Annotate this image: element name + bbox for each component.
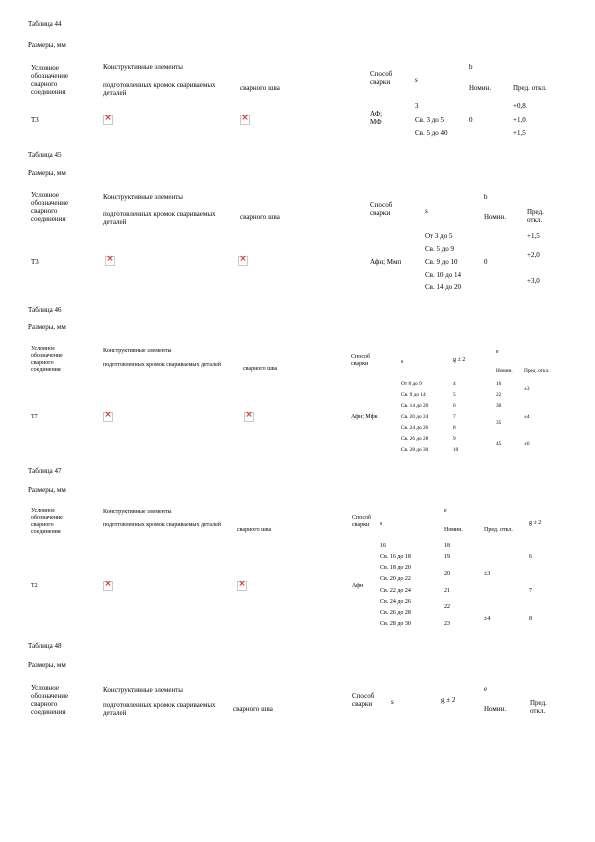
table-45-title: Таблица 45	[28, 151, 62, 159]
table-46-header-structural: Конструктивные элементы	[103, 348, 172, 354]
table-46-s-0: От 8 до 9	[401, 381, 422, 387]
table-46-tol-2: ±6	[524, 441, 530, 447]
table-47-tol-1: ±4	[484, 616, 491, 622]
table-47-e-4: 22	[444, 604, 450, 610]
table-46-g-5: 9	[453, 436, 456, 442]
table-47-e-2: 20	[444, 571, 450, 577]
table-46-g-2: 6	[453, 403, 456, 409]
table-46-s-5: Св. 26 до 28	[401, 436, 429, 442]
table-44-method: АФ; МФ	[370, 110, 383, 127]
table-47-tol-0: ±3	[484, 571, 491, 577]
table-46-code: Т7	[31, 414, 38, 420]
table-45-caption: Размеры, мм	[28, 169, 66, 177]
table-45-header-weld: сварного шва	[240, 213, 280, 221]
table-48-title: Таблица 48	[28, 642, 62, 650]
table-45-tol-0: +1,5	[527, 232, 540, 240]
table-47-header-prepared: подготовленных кромок свариваемых деталей	[103, 522, 221, 528]
table-46-s-3: Св. 20 до 24	[401, 414, 429, 420]
table-47-e-5: 23	[444, 621, 450, 627]
table-47-method: Афн	[352, 583, 364, 589]
table-47-header-s: s	[380, 521, 383, 527]
table-47-code: Т2	[31, 583, 38, 589]
table-45-header-s: s	[425, 207, 428, 215]
table-47-s-5: Св. 24 до 26	[380, 599, 411, 605]
table-46-edges-image	[103, 412, 113, 422]
table-46-method: Афн; Мфк	[351, 414, 378, 420]
table-46-header-nominal: Номин.	[496, 368, 513, 374]
table-47-s-6: Св. 26 до 28	[380, 610, 411, 616]
table-45-header-prepared: подготовленных кромок свариваемых деталей	[103, 210, 216, 227]
table-47-g-2: 8	[529, 616, 532, 622]
table-44-header-prepared: подготовленных кромок свариваемых деталей	[103, 81, 216, 98]
table-44-header-s: s	[415, 76, 418, 84]
table-44-weld-image	[240, 115, 250, 125]
table-46-weld-image	[244, 412, 254, 422]
table-44-s-1: Св. 3 до 5	[415, 116, 445, 124]
table-44-caption: Размеры, мм	[28, 41, 66, 49]
table-46-s-4: Св. 24 до 26	[401, 425, 429, 431]
table-46-g-3: 7	[453, 414, 456, 420]
table-45-header-method: Способ сварки	[370, 201, 393, 218]
table-45-tol-2: +3,0	[527, 277, 540, 285]
table-48-caption: Размеры, мм	[28, 661, 66, 669]
table-47-s-1: Св. 16 до 18	[380, 554, 411, 560]
table-46-e-4: 45	[496, 441, 502, 447]
table-47-header-nominal: Номин.	[444, 527, 463, 533]
table-47-header-tolerance: Пред. откл.	[484, 527, 513, 533]
table-45-s-0: От 3 до 5	[425, 232, 453, 240]
table-44-header-designation: Условное обозначение сварного соединения	[31, 64, 69, 97]
table-46-s-1: Св. 9 до 14	[401, 392, 426, 398]
table-46-e-0: 16	[496, 381, 502, 387]
table-45-weld-image	[238, 256, 248, 266]
table-44-s-2: Св. 5 до 40	[415, 129, 448, 137]
table-44-header-weld: сварного шва	[240, 84, 280, 92]
table-48-header-e: e	[484, 685, 488, 693]
table-47-s-7: Св. 28 до 30	[380, 621, 411, 627]
table-44-tol-2: +1,5	[513, 129, 526, 137]
table-45-header-tolerance: Пред. откл.	[527, 208, 544, 225]
table-45-header-b: b	[484, 193, 488, 201]
table-44-tol-1: +1,0	[513, 116, 526, 124]
table-46-e-1: 22	[496, 392, 502, 398]
table-44-header-nominal: Номин.	[469, 84, 492, 92]
table-44-s-0: 3	[415, 102, 419, 110]
table-47-g-0: 6	[529, 554, 532, 560]
table-46-header-prepared: подготовленных кромок свариваемых деталей	[103, 362, 221, 368]
table-48-header-tolerance: Пред. откл.	[530, 699, 547, 716]
table-45-header-nominal: Номин.	[484, 213, 507, 221]
table-46-title: Таблица 46	[28, 306, 62, 314]
table-48-header-method: Способ сварки	[352, 692, 375, 709]
table-47-edges-image	[103, 581, 113, 591]
table-46-header-s: s	[401, 359, 404, 365]
table-47-e-1: 19	[444, 554, 450, 560]
table-47-s-0: 16	[380, 543, 386, 549]
table-45-s-1: Св. 5 до 9	[425, 245, 455, 253]
table-46-g-6: 10	[453, 447, 459, 453]
table-45-method: Афн; Ммп	[370, 258, 402, 266]
table-48-header-prepared: подготовленных кромок свариваемых деталей	[103, 701, 216, 718]
table-46-g-4: 8	[453, 425, 456, 431]
table-45-s-3: Св. 10 до 14	[425, 271, 462, 279]
table-44-header-b: b	[469, 63, 473, 71]
table-47-header-method: Способ сварки	[352, 515, 372, 528]
table-48-header-structural: Конструктивные элементы	[103, 686, 183, 694]
table-46-e-2: 30	[496, 403, 502, 409]
table-46-header-tolerance: Пред. откл.	[524, 368, 550, 374]
table-47-e-0: 18	[444, 543, 450, 549]
table-46-tol-0: ±3	[524, 386, 530, 392]
table-46-g-1: 5	[453, 392, 456, 398]
table-45-tol-1: +2,0	[527, 251, 540, 259]
table-47-header-structural: Конструктивные элементы	[103, 509, 172, 515]
table-47-s-4: Св. 22 до 24	[380, 588, 411, 594]
table-44-code: Т3	[31, 116, 39, 124]
table-46-e-3: 35	[496, 420, 502, 426]
table-47-s-2: Св. 18 до 20	[380, 565, 411, 571]
table-46-header-weld: сварного шва	[243, 366, 278, 372]
table-44-b: 0	[469, 116, 473, 124]
table-47-title: Таблица 47	[28, 467, 62, 475]
table-46-caption: Размеры, мм	[28, 323, 66, 331]
table-47-header-e: e	[444, 508, 447, 514]
table-44-header-structural: Конструктивные элементы	[103, 63, 183, 71]
table-48-header-nominal: Номин.	[484, 705, 507, 713]
table-44-title: Таблица 44	[28, 20, 62, 28]
table-47-weld-image	[237, 581, 247, 591]
table-48-header-g: g ± 2	[441, 696, 456, 704]
table-46-tol-1: ±4	[524, 414, 530, 420]
table-46-header-method: Способ сварки	[351, 354, 371, 367]
table-47-e-3: 21	[444, 588, 450, 594]
table-48-header-weld: сварного шва	[233, 705, 273, 713]
table-47-g-1: 7	[529, 588, 532, 594]
table-46-header-e: e	[496, 349, 499, 355]
table-45-b: 0	[484, 258, 488, 266]
table-46-header-g: g ± 2	[453, 357, 466, 363]
table-45-code: Т3	[31, 258, 39, 266]
table-45-edges-image	[105, 256, 115, 266]
table-45-s-2: Св. 9 до 10	[425, 258, 458, 266]
table-44-header-tolerance: Пред. откл.	[513, 84, 547, 92]
table-46-s-2: Св. 14 до 20	[401, 403, 429, 409]
table-47-caption: Размеры, мм	[28, 486, 66, 494]
table-47-s-3: Св. 20 до 22	[380, 576, 411, 582]
table-47-header-designation: Условное обозначение сварного соединения	[31, 508, 63, 535]
table-46-s-6: Св. 28 до 30	[401, 447, 429, 453]
table-48-header-designation: Условное обозначение сварного соединения	[31, 684, 69, 717]
table-48-header-s: s	[391, 698, 394, 706]
table-46-g-0: 4	[453, 381, 456, 387]
table-46-header-designation: Условное обозначение сварного соединения	[31, 346, 63, 373]
table-47-header-weld: сварного шва	[237, 527, 272, 533]
table-45-header-designation: Условное обозначение сварного соединения	[31, 191, 69, 224]
table-44-header-method: Способ сварки	[370, 70, 393, 87]
table-44-tol-0: +0,8	[513, 102, 526, 110]
table-44-edges-image	[103, 115, 113, 125]
table-45-header-structural: Конструктивные элементы	[103, 193, 183, 201]
table-47-header-g: g ± 2	[529, 520, 542, 526]
table-45-s-4: Св. 14 до 20	[425, 283, 462, 291]
